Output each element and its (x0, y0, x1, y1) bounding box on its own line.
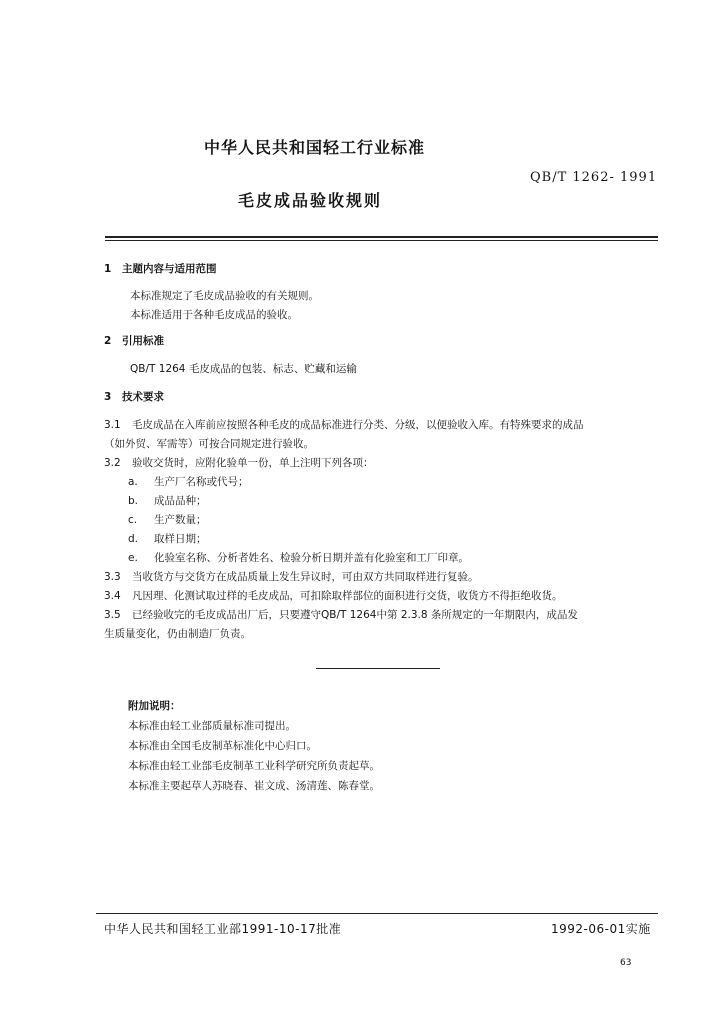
list-item-e (128, 550, 469, 565)
list-item-text: 成品品种； (154, 495, 207, 507)
list-marker: c. (128, 514, 138, 526)
list-item-text: 生产厂名称或代号； (154, 476, 249, 488)
section-2-number: 2 (104, 335, 112, 347)
clause-3-5-line-1 (104, 607, 578, 622)
clause-3-4 (104, 588, 563, 603)
list-item-b (128, 493, 207, 508)
section-2-title: 引用标准 (122, 335, 164, 347)
clause-3-3-number: 3.3 (104, 571, 121, 583)
clause-3-5-number: 3.5 (104, 609, 121, 621)
referenced-standard: QB/T 1264 毛皮成品的包装、标志、贮藏和运输 (130, 363, 357, 375)
notes-line: 本标准由轻工业部毛皮制革工业科学研究所负责起草。 (128, 760, 380, 772)
clause-3-1-text: 毛皮成品在入库前应按照各种毛皮的成品标准进行分类、分级，以便验收入库。有特殊要求的成品 (132, 419, 584, 431)
notes-line: 本标准由轻工业部质量标准司提出。 (128, 720, 296, 732)
list-item-text: 化验室名称、分析者姓名、检验分析日期并盖有化验室和工厂印章。 (154, 552, 469, 564)
clause-3-1-number: 3.1 (104, 419, 121, 431)
header-rule-thin (105, 240, 658, 241)
standard-code: QB/T 1262- 1991 (530, 170, 658, 185)
list-item-c (128, 512, 207, 527)
list-marker: b. (128, 495, 139, 507)
section-3-heading (104, 389, 164, 404)
clause-3-3 (104, 569, 479, 584)
end-of-text-rule (316, 668, 440, 669)
list-item-text: 取样日期； (154, 533, 207, 545)
clause-3-5-line-2: 生质量变化，仍由制造厂负责。 (104, 628, 251, 640)
clause-3-4-number: 3.4 (104, 590, 121, 602)
list-marker: e. (128, 552, 138, 564)
footer-rule (96, 913, 658, 914)
list-marker: a. (128, 476, 138, 488)
clause-3-4-text: 凡因理、化测试取过样的毛皮成品，可扣除取样部位的面积进行交货，收货方不得拒绝收货。 (132, 590, 563, 602)
section-1-title: 主题内容与适用范围 (122, 263, 217, 275)
section-3-title: 技术要求 (122, 391, 164, 403)
effective-date: 1992-06-01实施 (551, 922, 651, 936)
notes-line: 本标准由全国毛皮制革标准化中心归口。 (128, 740, 317, 752)
notes-line: 本标准主要起草人苏晓春、崔文成、汤清莲、陈春堂。 (128, 780, 380, 792)
list-item-d (128, 531, 207, 546)
list-marker: d. (128, 533, 139, 545)
section-1-paragraph-2: 本标准适用于各种毛皮成品的验收。 (130, 309, 298, 321)
clause-3-2-number: 3.2 (104, 457, 121, 469)
section-2-heading (104, 333, 164, 348)
clause-3-3-text: 当收货方与交货方在成品质量上发生异议时，可由双方共同取样进行复验。 (132, 571, 479, 583)
clause-3-2 (104, 455, 374, 470)
list-item-text: 生产数量； (154, 514, 207, 526)
document-title: 毛皮成品验收规则 (238, 191, 383, 210)
section-3-number: 3 (104, 391, 112, 403)
page-number: 63 (620, 958, 632, 968)
section-1-number: 1 (104, 263, 112, 275)
clause-3-5-text: 已经验收完的毛皮成品出厂后，只要遵守QB/T 1264中第 2.3.8 条所规定的一年期限内，成品发 (132, 609, 578, 621)
approval-statement: 中华人民共和国轻工业部1991-10-17批准 (104, 922, 342, 936)
clause-3-1-line-2: （如外贸、军需等）可按合同规定进行验收。 (104, 438, 314, 450)
section-1-paragraph-1: 本标准规定了毛皮成品验收的有关规则。 (130, 290, 319, 302)
list-item-a (128, 474, 249, 489)
standard-title: 中华人民共和国轻工行业标准 (204, 138, 426, 157)
section-1-heading (104, 261, 217, 276)
clause-3-2-text: 验收交货时，应附化验单一份，单上注明下列各项： (132, 457, 374, 469)
notes-heading: 附加说明： (128, 700, 181, 712)
header-rule-thick (105, 236, 658, 238)
clause-3-1-line-1 (104, 417, 584, 432)
